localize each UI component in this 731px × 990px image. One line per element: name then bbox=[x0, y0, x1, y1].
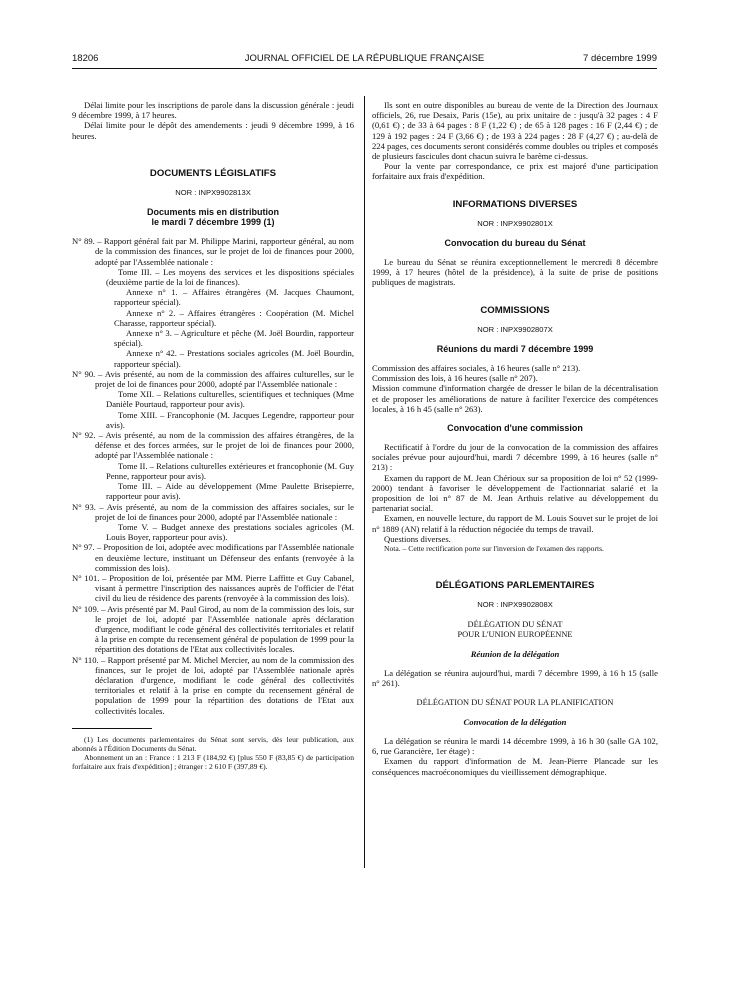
convocation-paragraph: Examen du rapport de M. Jean Chérioux sur sa proposition de loi n° 52 (1999-2000) tendant à favoriser le développement de l'actionnariat salarié et la proposition de loi n° 87 de M. Jean Arthuis relative au développement du partenariat social. bbox=[372, 472, 658, 514]
subsection-title: Documents mis en distribution bbox=[146, 207, 279, 218]
section-title: INFORMATIONS DIVERSES bbox=[452, 198, 578, 210]
document-subitem: Tome II. – Relations culturelles extérieures et francophonie (M. Guy Penne, rapporteur pour avis). bbox=[106, 460, 354, 481]
document-item: N° 110. – Rapport présenté par M. Michel Mercier, au nom de la commission des finances, sur le projet de loi, adopté par l'Assemblée nationale après déclaration d'urgence, modifiant le code général des collectivités territoriales et relatif à la prise en compte du recensement général de population de 1999 pour la répartition des dotations de l'Etat aux collectivités locales. bbox=[72, 654, 354, 716]
footnote: Abonnement un an : France : 1 213 F (184,92 €) [plus 550 F (83,85 €) de participation forfaitaire aux frais d'expédition] ; étranger : 2 610 F (397,89 €). bbox=[72, 752, 354, 771]
journal-title: JOURNAL OFFICIEL DE LA RÉPUBLIQUE FRANÇAISE bbox=[244, 53, 485, 64]
convocation-paragraph: Examen, en nouvelle lecture, du rapport de M. Louis Souvet sur le projet de loi n° 1889 (AN) relatif à la réduction négociée du temps de travail. bbox=[372, 513, 658, 534]
subsection-title: Convocation du bureau du Sénat bbox=[444, 238, 586, 249]
document-item: N° 92. – Avis présenté, au nom de la commission des affaires étrangères, de la défense et des forces armées, sur le projet de loi de finances pour 2000, adopté par l'Assemblée nationale : bbox=[72, 430, 354, 461]
nor-reference: NOR : INPX9902801X bbox=[477, 218, 553, 228]
section-title: DÉLÉGATIONS PARLEMENTAIRES bbox=[435, 580, 595, 592]
left-column bbox=[72, 100, 354, 771]
meeting-item: Commission des lois, à 16 heures (salle n° 207). bbox=[372, 373, 538, 384]
document-item: N° 101. – Proposition de loi, présentée par MM. Pierre Laffitte et Guy Cabanel, visant à permettre l'inscription des naissances auprès de l'officier de l'état civil du lieu de résidence des parents (renvoyée à la commission des lois). bbox=[72, 572, 354, 604]
document-item: N° 90. – Avis présenté, au nom de la commission des affaires culturelles, sur le projet de loi de finances pour 2000, adopté par l'Assemblée nationale : bbox=[72, 368, 354, 390]
column-divider bbox=[364, 96, 365, 868]
right-column bbox=[372, 100, 658, 777]
delegation-name: DÉLÉGATION DU SÉNAT POUR LA PLANIFICATION bbox=[416, 697, 614, 707]
meeting-item: Commission des affaires sociales, à 16 heures (salle n° 213). bbox=[372, 363, 581, 374]
delegation-paragraph: Examen du rapport d'information de M. Jean-Pierre Plancade sur les conséquences macroéconomiques du vieillissement démographique. bbox=[372, 756, 658, 777]
nor-reference: NOR : INPX9902808X bbox=[477, 600, 553, 610]
info-paragraph: Le bureau du Sénat se réunira exceptionnellement le mercredi 8 décembre 1999, à 17 heures (hôtel de la présidence), à la suite de prise de positions publiques de magistrats. bbox=[372, 257, 658, 288]
page-header bbox=[72, 53, 657, 67]
footnote-rule bbox=[72, 728, 152, 729]
subsection-title: Convocation d'une commission bbox=[447, 423, 583, 434]
delegation-paragraph: La délégation se réunira le mardi 14 décembre 1999, à 16 h 30 (salle GA 102, 6, rue Garancière, 1er étage) : bbox=[372, 735, 658, 757]
subsection-title: Réunions du mardi 7 décembre 1999 bbox=[436, 344, 594, 355]
section-title: DOCUMENTS LÉGISLATIFS bbox=[149, 167, 277, 179]
meeting-item: Mission commune d'information chargée de dresser le bilan de la décentralisation et de proposer les améliorations de nature à faciliter l'exercice des compétences locales, à 16 h 45 (salle n° 263). bbox=[372, 383, 658, 414]
document-item: N° 93. – Avis présenté, au nom de la commission des affaires sociales, sur le projet de loi de finances pour 2000, adopté par l'Assemblée nationale : bbox=[72, 501, 354, 522]
subsection-title: le mardi 7 décembre 1999 (1) bbox=[151, 217, 275, 228]
delegation-subtitle: Réunion de la délégation bbox=[470, 648, 560, 659]
document-item: N° 89. – Rapport général fait par M. Philippe Marini, rapporteur général, au nom de la commission des finances, sur le projet de loi de finances pour 2000, adopté par l'Assemblée nationale : bbox=[72, 236, 354, 267]
delegation-name: POUR L'UNION EUROPÉENNE bbox=[457, 629, 573, 639]
delegation-name: DÉLÉGATION DU SÉNAT bbox=[467, 619, 563, 629]
section-title: COMMISSIONS bbox=[480, 304, 550, 316]
convocation-paragraph: Questions diverses. bbox=[384, 533, 451, 544]
document-subitem: Tome V. – Budget annexe des prestations sociales agricoles (M. Louis Boyer, rapporteur pour avis). bbox=[106, 521, 354, 543]
page-number: 18206 bbox=[72, 53, 99, 64]
delegation-subtitle: Convocation de la délégation bbox=[463, 716, 567, 727]
document-subitem: Tome III. – Aide au développement (Mme Paulette Brisepierre, rapporteur pour avis). bbox=[106, 481, 354, 502]
document-subitem: Annexe n° 3. – Agriculture et pêche (M. Joël Bourdin, rapporteur spécial). bbox=[114, 328, 354, 349]
document-subitem: Tome XIII. – Francophonie (M. Jacques Legendre, rapporteur pour avis). bbox=[106, 409, 354, 430]
document-item: N° 109. – Avis présenté par M. Paul Girod, au nom de la commission des lois, sur le projet de loi, adopté par l'Assemblée nationale après déclaration d'urgence, modifiant le code général des collectivités territoriales et relatif à la prise en compte du recensement général de population de 1999 pour la répartition des dotations de l'Etat aux collectivités locales. bbox=[72, 603, 354, 655]
document-subitem: Annexe n° 42. – Prestations sociales agricoles (M. Joël Bourdin, rapporteur spécial). bbox=[114, 348, 354, 369]
nota-note: Nota. – Cette rectification porte sur l'inversion de l'examen des rapports. bbox=[384, 544, 604, 554]
delegation-paragraph: La délégation se réunira aujourd'hui, mardi 7 décembre 1999, à 16 h 15 (salle n° 261). bbox=[372, 668, 658, 689]
sales-paragraph: Pour la vente par correspondance, ce prix est majoré d'une participation forfaitaire aux frais d'expédition. bbox=[372, 161, 658, 182]
intro-paragraph: Délai limite pour les inscriptions de parole dans la discussion générale : jeudi 9 décembre 1999, à 17 heures. bbox=[72, 100, 354, 121]
footnote: (1) Les documents parlementaires du Sénat sont servis, dès leur publication, aux abonnés à l'Édition Documents du Sénat. bbox=[72, 734, 354, 753]
convocation-paragraph: Rectificatif à l'ordre du jour de la convocation de la commission des affaires sociales prévue pour aujourd'hui, mardi 7 décembre 1999, à 16 heures (salle n° 213) : bbox=[372, 442, 658, 473]
issue-date: 7 décembre 1999 bbox=[583, 53, 657, 64]
document-subitem: Tome XII. – Relations culturelles, scientifiques et techniques (Mme Danièle Pourtaud, rapporteur pour avis). bbox=[106, 389, 354, 410]
header-rule bbox=[72, 68, 657, 69]
document-subitem: Tome III. – Les moyens des services et les dispositions spéciales (deuxième partie de la loi de finances). bbox=[106, 266, 354, 288]
intro-paragraph: Délai limite pour le dépôt des amendements : jeudi 9 décembre 1999, à 16 heures. bbox=[72, 120, 354, 141]
document-subitem: Annexe n° 2. – Affaires étrangères : Coopération (M. Michel Charasse, rapporteur spécial). bbox=[114, 307, 354, 328]
document-subitem: Annexe n° 1. – Affaires étrangères (M. Jacques Chaumont, rapporteur spécial). bbox=[114, 287, 354, 308]
nor-reference: NOR : INPX9902813X bbox=[175, 188, 251, 198]
nor-reference: NOR : INPX9902807X bbox=[477, 324, 553, 334]
sales-paragraph: Ils sont en outre disponibles au bureau de vente de la Direction des Journaux officiels, 26, rue Desaix, Paris (15e), au prix unitaire de : jusqu'à 32 pages : 4 F (0,61 €) ; de 33 à 64 pages : 8 F (1,22 €) ; de 65 à 128 pages : 16 F (2,44 €) ; de 129 à 192 pages : 24 F (3,66 €) ; de 193 à 224 pages : 28 F (4,27 €) ; au-delà de 224 pages, ces documents seront considérés comme doubles ou triples et composés de plusieurs fascicules dont chacun suivra le barème ci-dessus. bbox=[372, 100, 658, 162]
document-item: N° 97. – Proposition de loi, adoptée avec modifications par l'Assemblée nationale en deuxième lecture, instituant un Défenseur des enfants (renvoyée à la commission des lois). bbox=[72, 542, 354, 573]
